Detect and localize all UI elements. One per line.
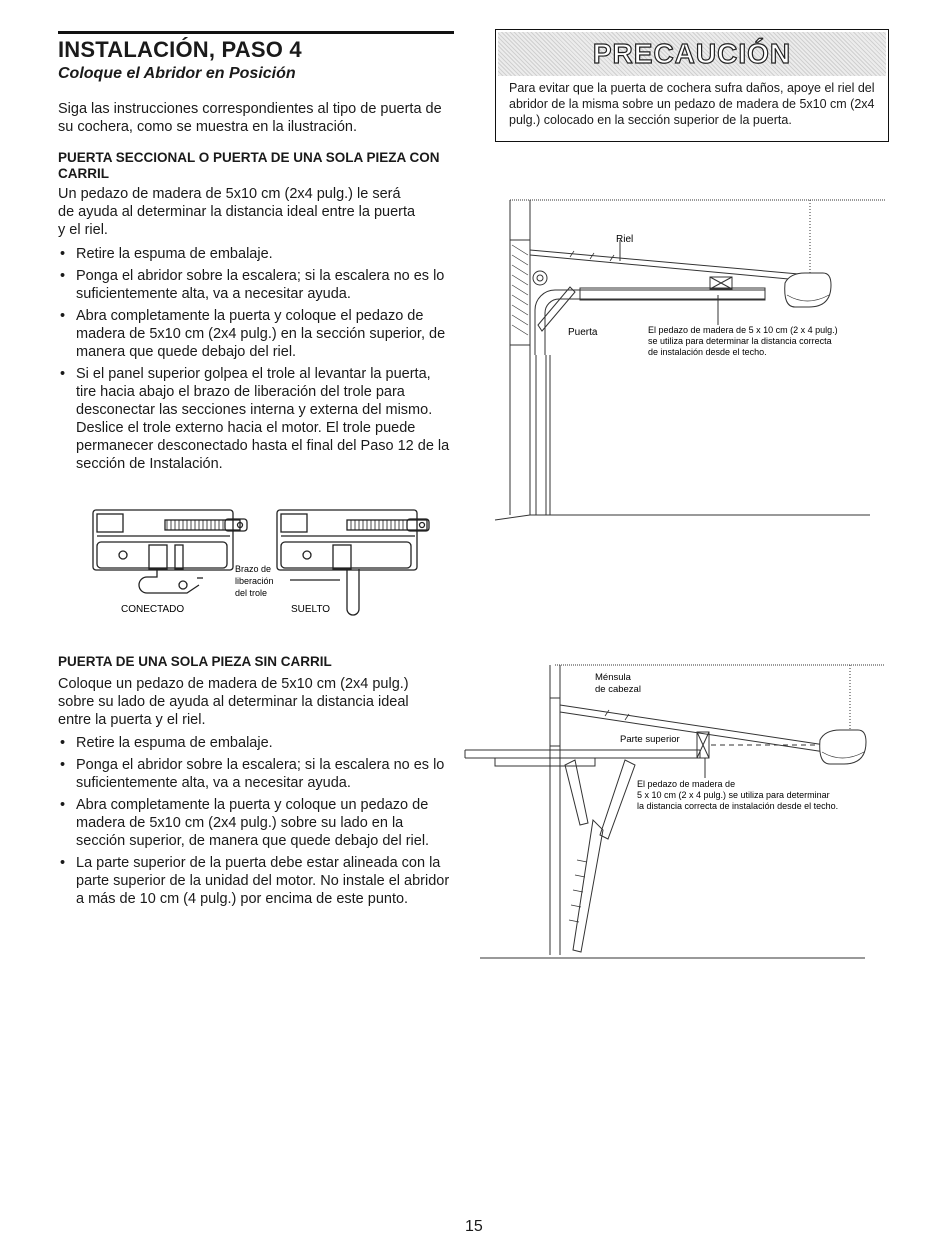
release-arm-label-1: Brazo de: [235, 564, 272, 574]
wood-note-2-3: la distancia correcta de instalación desde el techo.: [637, 801, 839, 811]
bracket-label-2: de cabezal: [595, 684, 641, 695]
onepiece-intro: Coloque un pedazo de madera de 5x10 cm (2x4 pulg.) sobre su lado de ayuda al determinar la distancia ideal entre la puerta y el riel.: [58, 676, 409, 728]
bracket-label-1: Ménsula: [595, 672, 631, 683]
onepiece-heading: PUERTA DE UNA SOLA PIEZA SIN CARRIL: [58, 654, 332, 669]
list-item: • Ponga el abridor sobre la escalera; si la escalera no es lo suficientemente alta, va a necesitar ayuda.: [58, 756, 450, 792]
door-label: Puerta: [568, 327, 598, 338]
title-rule: [58, 31, 454, 34]
sectional-door-figure: [490, 195, 890, 525]
trolley-free-label: SUELTO: [291, 604, 331, 615]
intro-paragraph: Siga las instrucciones correspondientes al tipo de puerta de su cochera, como se muestra en la ilustración.: [58, 101, 442, 135]
caution-banner: [498, 32, 886, 76]
release-arm-label-3: del trole: [235, 588, 268, 598]
list-item: • Retire la espuma de embalaje.: [58, 245, 450, 263]
wood-note-1: El pedazo de madera de 5 x 10 cm (2 x 4 pulg.): [648, 325, 838, 335]
page-subtitle: Coloque el Abridor en Posición: [58, 65, 296, 82]
caution-box: [495, 29, 889, 142]
onepiece-bullets: [58, 734, 450, 912]
caution-text: Para evitar que la puerta de cochera sufra daños, apoye el riel del abridor de la misma sobre un pedazo de madera de 5x10 cm (2x4 pulg.) colocado en la sección superior de la puerta.: [509, 81, 875, 127]
wood-note-2: se utiliza para determinar la distancia correcta: [648, 336, 832, 346]
release-arm-label-2: liberación: [235, 576, 274, 586]
wood-note-3: de instalación desde el techo.: [648, 347, 767, 357]
trolley-connected-label: CONECTADO: [121, 604, 185, 615]
list-item: • La parte superior de la puerta debe estar alineada con la parte superior de la unidad del motor. No instale el abridor a más de 10 cm (4 pulg.) por encima de este punto.: [58, 854, 450, 908]
list-item: • Abra completamente la puerta y coloque el pedazo de madera de 5x10 cm (2x4 pulg.) en la sección superior, de manera que quede debajo del riel.: [58, 307, 450, 361]
sectional-intro: Un pedazo de madera de 5x10 cm (2x4 pulg.) le será de ayuda al determinar la distancia ideal entre la puerta y el riel.: [58, 186, 416, 238]
wood-note-2-2: 5 x 10 cm (2 x 4 pulg.) se utiliza para determinar: [637, 790, 830, 800]
sectional-bullets: [58, 245, 450, 477]
list-item: • Abra completamente la puerta y coloque un pedazo de madera de 5x10 cm (2x4 pulg.) sobre su lado en la sección superior, de manera que quede debajo del riel.: [58, 796, 450, 850]
caution-title: PRECAUCIÓN: [592, 38, 792, 69]
onepiece-door-figure: [465, 660, 890, 965]
sectional-heading: PUERTA SECCIONAL O PUERTA DE UNA SOLA PIEZA CON CARRIL: [58, 150, 440, 181]
list-item: • Si el panel superior golpea el trole al levantar la puerta, tire hacia abajo el brazo de liberación del trole para desconectar las secciones interna y externa del mismo. Deslice el trole externo hacia el motor. El trole puede permanecer desconectado hasta el final del Paso 12 de la sección de Instalación.: [58, 365, 450, 473]
page-number: 15: [465, 1218, 483, 1235]
top-section-label: Parte superior: [620, 734, 680, 745]
list-item: • Ponga el abridor sobre la escalera; si la escalera no es lo suficientemente alta, va a necesitar ayuda.: [58, 267, 450, 303]
wood-note-2-1: El pedazo de madera de: [637, 779, 736, 789]
page-title: INSTALACIÓN, PASO 4: [58, 37, 302, 62]
trolley-illustration: [85, 500, 445, 640]
rail-label: Riel: [616, 234, 634, 245]
list-item: • Retire la espuma de embalaje.: [58, 734, 450, 752]
